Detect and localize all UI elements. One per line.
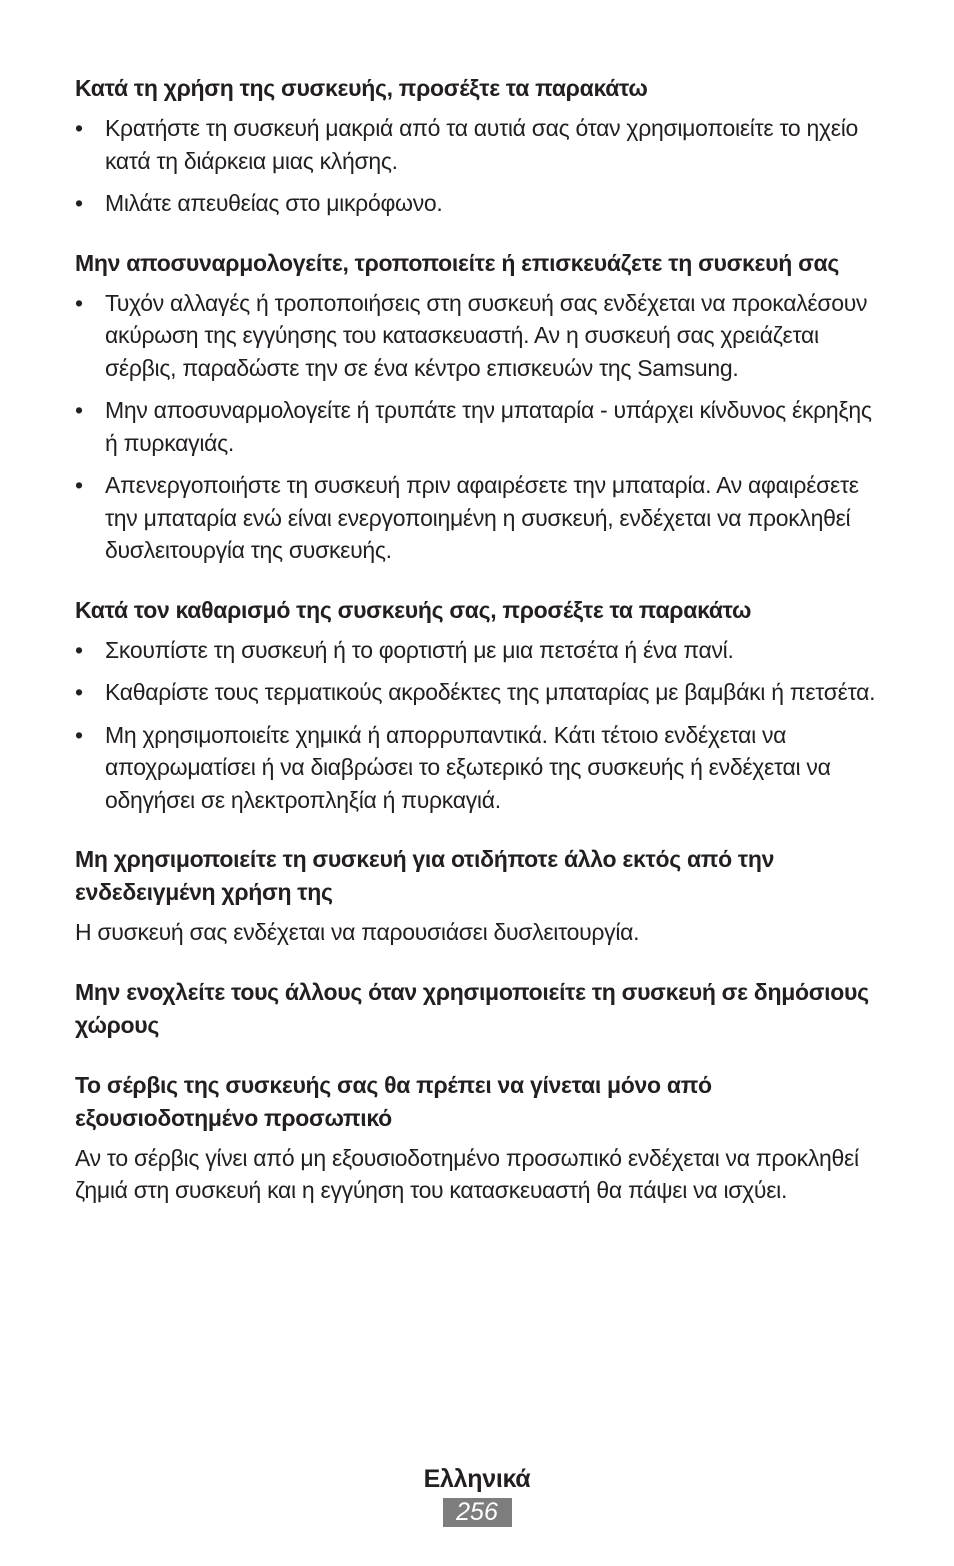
section-paragraph: Αν το σέρβις γίνει από μη εξουσιοδοτημένο προσωπικό ενδέχεται να προκληθεί ζημιά στη συσκευή και η εγγύηση του κατασκευαστή θα πάψει να ισχύει.: [75, 1144, 859, 1203]
list-item-text: Μη χρησιμοποιείτε χημικά ή απορρυπαντικά. Κάτι τέτοιο ενδέχεται να αποχρωματίσει ή να διαβρώσει το εξωτερικό της συσκευής ή ενδέχεται να οδηγήσει σε ηλεκτροπληξία ή πυρκαγιά.: [105, 721, 831, 813]
section-do-not-disassemble: [75, 247, 879, 567]
section-heading: Κατά τη χρήση της συσκευής, προσέξτε τα παρακάτω: [75, 75, 648, 101]
bullet-icon: •: [75, 115, 83, 141]
document-body: [75, 72, 879, 1234]
list-item: [75, 469, 879, 567]
list-item: [75, 187, 879, 220]
list-item: [75, 719, 879, 817]
section-heading: Μην αποσυναρμολογείτε, τροποποιείτε ή επισκευάζετε τη συσκευή σας: [75, 249, 840, 276]
list-item-text: Μιλάτε απευθείας στο μικρόφωνο.: [105, 190, 443, 216]
section-authorized-service: [75, 1069, 879, 1207]
list-item: [75, 394, 879, 459]
section-heading: Το σέρβις της συσκευής σας θα πρέπει να γίνεται μόνο από εξουσιοδοτημένο προσωπικό: [75, 1071, 712, 1131]
section-heading: Κατά τον καθαρισμό της συσκευής σας, προσέξτε τα παρακάτω: [75, 596, 752, 623]
list-item: [75, 634, 879, 667]
bullet-icon: •: [75, 289, 83, 316]
section-heading: Μην ενοχλείτε τους άλλους όταν χρησιμοποιείτε τη συσκευή σε δημόσιους χώρους: [75, 978, 869, 1038]
bullet-icon: •: [75, 721, 83, 748]
bullet-icon: •: [75, 190, 83, 216]
list-item-text: Απενεργοποιήστε τη συσκευή πριν αφαιρέσετε την μπαταρία. Αν αφαιρέσετε την μπαταρία ενώ είναι ενεργοποιημένη η συσκευή, ενδέχεται να προκληθεί δυσλειτουργία της συσκευής.: [105, 472, 859, 563]
section-usage-precautions: [75, 72, 879, 220]
section-paragraph: Η συσκευή σας ενδέχεται να παρουσιάσει δυσλειτουργία.: [75, 919, 640, 945]
section-intended-use: [75, 843, 879, 949]
footer-language: Ελληνικά: [423, 1465, 531, 1493]
list-item-text: Τυχόν αλλαγές ή τροποποιήσεις στη συσκευή σας ενδέχεται να προκαλέσουν ακύρωση της εγγύησης του κατασκευαστή. Αν η συσκευή σας χρειάζεται σέρβις, παραδώστε την σε ένα κέντρο επισκευών της Samsung.: [105, 289, 868, 381]
page-footer: [0, 1462, 954, 1527]
list-item-text: Μην αποσυναρμολογείτε ή τρυπάτε την μπαταρία - υπάρχει κίνδυνος έκρηξης ή πυρκαγιάς.: [105, 397, 872, 456]
list-item: [75, 676, 879, 709]
bullet-list: [75, 634, 879, 817]
list-item: [75, 112, 879, 177]
bullet-icon: •: [75, 636, 83, 663]
bullet-icon: •: [75, 397, 83, 423]
section-public-places: [75, 976, 879, 1042]
list-item-text: Καθαρίστε τους τερματικούς ακροδέκτες της μπαταρίας με βαμβάκι ή πετσέτα.: [105, 679, 876, 705]
section-heading: Μη χρησιμοποιείτε τη συσκευή για οτιδήποτε άλλο εκτός από την ενδεδειγμένη χρήση της: [75, 846, 775, 905]
section-cleaning-precautions: [75, 594, 879, 817]
bullet-list: [75, 287, 879, 567]
bullet-list: [75, 112, 879, 220]
list-item-text: Κρατήστε τη συσκευή μακριά από τα αυτιά σας όταν χρησιμοποιείτε το ηχείο κατά τη διάρκεια μιας κλήσης.: [105, 115, 858, 174]
bullet-icon: •: [75, 472, 83, 498]
list-item-text: Σκουπίστε τη συσκευή ή το φορτιστή με μια πετσέτα ή ένα πανί.: [105, 636, 734, 663]
list-item: [75, 287, 879, 385]
bullet-icon: •: [75, 679, 83, 705]
page-number-badge: 256: [443, 1498, 512, 1527]
